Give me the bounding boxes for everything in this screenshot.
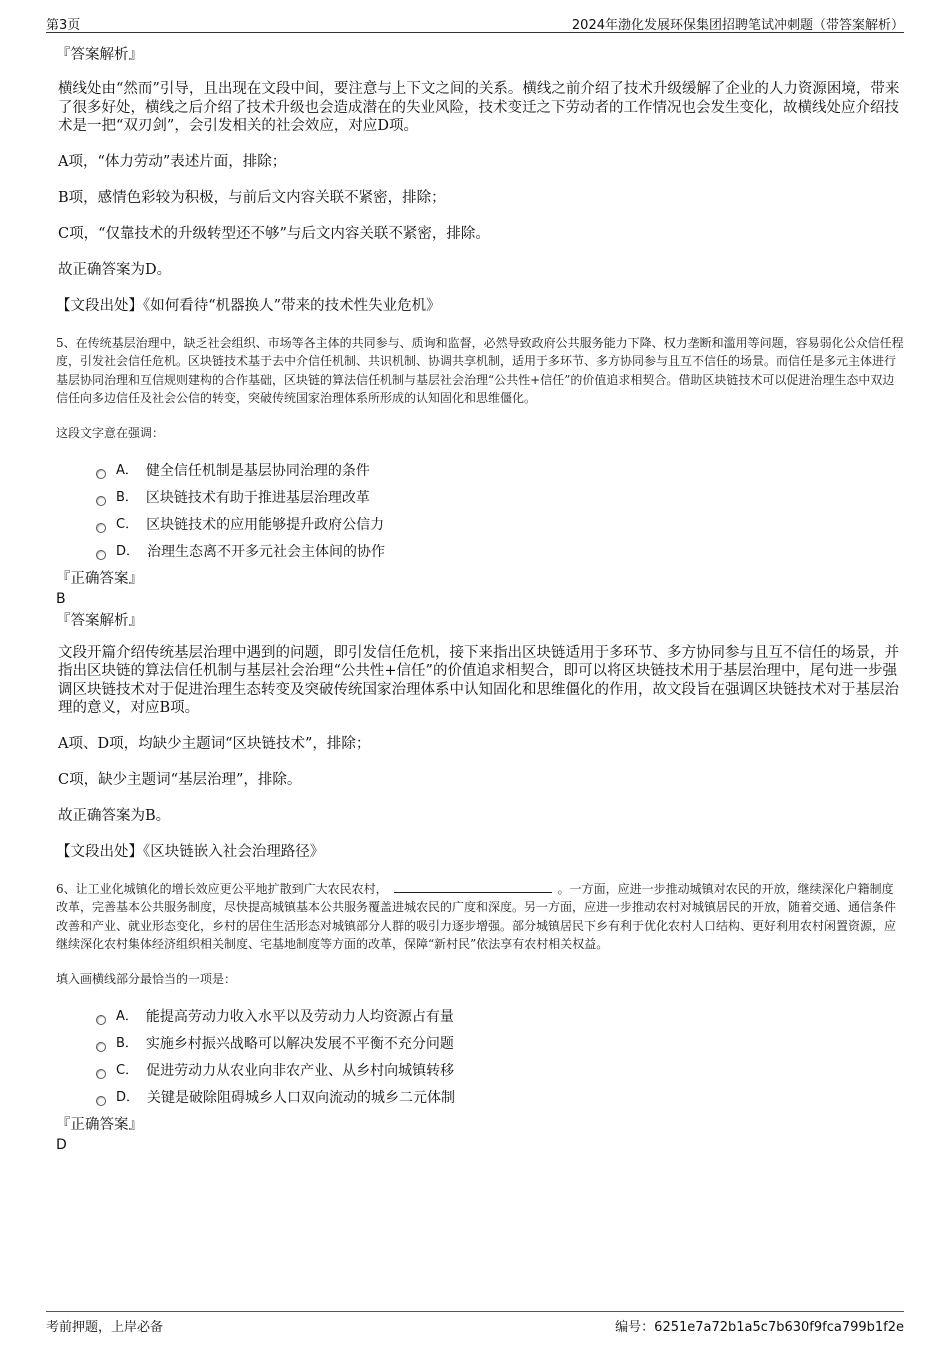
q5-exclusion-c: C项，缺少主题词“基层治理”，排除。 <box>58 771 302 788</box>
q6-options <box>96 1004 904 1112</box>
radio-icon[interactable] <box>96 1069 106 1079</box>
option-letter: A． <box>116 463 138 478</box>
option-text: 区块链技术的应用能够提升政府公信力 <box>146 517 385 533</box>
q4-analysis: 横线处由“然而”引导，且出现在文段中间，要注意与上下文之间的关系。横线之前介绍了技术升级缓解了企业的人力资源困境，带来了很多好处，横线之后介绍了技术升级也会造成潜在的失业风险，技术变迁之下劳动者的工作情况也会发生变化，故横线处应介绍技术是一把“双刃剑”，会引发相关的社会效应，对应D项。 <box>58 81 900 134</box>
option-letter: D． <box>116 544 140 559</box>
q4-conclusion: 故正确答案为D。 <box>58 261 172 278</box>
q5-option-d[interactable] <box>96 539 904 566</box>
document-title: 2024年渤化发展环保集团招聘笔试冲刺题（带答案解析） <box>571 18 904 33</box>
radio-icon[interactable] <box>96 469 106 479</box>
q5-option-c[interactable] <box>96 512 904 539</box>
q5-prompt: 这段文字意在强调： <box>56 425 165 440</box>
option-letter: B． <box>116 1036 138 1051</box>
q5-source: 【文段出处】《区块链嵌入社会治理路径》 <box>56 843 325 860</box>
q5-option-b[interactable] <box>96 485 904 512</box>
option-text: 区块链技术有助于推进基层治理改革 <box>145 490 370 506</box>
q5-analysis: 文段开篇介绍传统基层治理中遇到的问题，即引发信任危机，接下来指出区块链适用于多环节、多方协同参与且互不信任的场景，并指出区块链的算法信任机制与基层社会治理“公共性+信任”的价值追求相契合，即可以将区块链技术用于基层治理中，尾句进一步强调区块链技术对于促进治理生态转变及突破传统国家治理体系中认知固化和思维僵化的作用，故文段旨在强调区块链技术对于基层治理的意义，对应B项。 <box>58 644 899 716</box>
page-footer <box>46 1311 904 1334</box>
q6-stem-before: 6、让工业化城镇化的增长效应更公平地扩散到广大农民农村， <box>56 881 388 896</box>
radio-icon[interactable] <box>96 1096 106 1106</box>
q5-exclusion-ad: A项、D项，均缺少主题词“区块链技术”，排除； <box>58 735 371 752</box>
option-text: 治理生态离不开多元社会主体间的协作 <box>147 544 386 560</box>
q4-exclusion-b: B项，感情色彩较为积极，与前后文内容关联不紧密，排除； <box>58 189 446 206</box>
q5-answer-tag: 『正确答案』 <box>56 570 143 587</box>
q4-exclusion-a: A项，“体力劳动”表述片面，排除； <box>58 153 287 170</box>
radio-icon[interactable] <box>96 1042 106 1052</box>
q5-stem: 5、在传统基层治理中，缺乏社会组织、市场等各主体的共同参与、质询和监督，必然导致政府公共服务能力下降、权力垄断和滥用等问题，容易弱化公众信任程度，引发社会信任危机。区块链技术基于去中介信任机制、共识机制、协调共享机制，适用于多环节、多方协同参与且互不信任的场景。而信任是多元主体进行基层协同治理和互信规则建构的合作基础，区块链的算法信任机制与基层社会治理“公共性+信任”的价值追求相契合。借助区块链技术可以促进治理生态中双边信任向多边信任及社会公信的转变，突破传统国家治理体系所形成的认知固化和思维僵化。 <box>56 335 904 405</box>
option-text: 能提高劳动力收入水平以及劳动力人均资源占有量 <box>145 1009 454 1025</box>
q5-conclusion: 故正确答案为B。 <box>58 807 171 824</box>
radio-icon[interactable] <box>96 1015 106 1025</box>
option-letter: B． <box>116 490 138 505</box>
q6-answer-tag: 『正确答案』 <box>56 1116 143 1133</box>
option-letter: A． <box>116 1009 138 1024</box>
radio-icon[interactable] <box>96 523 106 533</box>
radio-icon[interactable] <box>96 550 106 560</box>
q6-answer: D <box>56 1136 67 1153</box>
q6-option-b[interactable] <box>96 1031 904 1058</box>
footer-slogan: 考前押题，上岸必备 <box>46 1320 164 1335</box>
q5-answer: B <box>56 590 66 607</box>
radio-icon[interactable] <box>96 496 106 506</box>
fill-in-blank <box>394 880 552 893</box>
option-text: 促进劳动力从农业向非农产业、从乡村向城镇转移 <box>146 1063 455 1079</box>
option-letter: C． <box>116 517 139 532</box>
document-code: 编号：6251e7a72b1a5c7b630f9fca799b1f2e <box>615 1320 904 1335</box>
option-text: 健全信任机制是基层协同治理的条件 <box>145 463 370 479</box>
q4-analysis-tag: 『答案解析』 <box>56 47 143 63</box>
q6-stem-after: 。一方面，应进一步推动城镇对农民的开放，继续深化户籍制度改革，完善基本公共服务制度，尽快提高城镇基本公共服务覆盖进城农民的广度和深度。另一方面，应进一步推动农村对城镇居民的开放，随着交通、通信条件改善和产业、就业形态变化，乡村的居住生活形态对城镇部分人群的吸引力逐步增强。部分城镇居民下乡有利于优化农村人口结构、更好利用农村闲置资源，应继续深化农村集体经济组织相关制度、宅基地制度等方面的改革，保障“新村民”依法享有农村相关权益。 <box>56 881 897 951</box>
q6-option-a[interactable] <box>96 1004 904 1031</box>
q6-prompt: 填入画横线部分最恰当的一项是： <box>56 971 237 986</box>
page-content <box>56 44 904 1154</box>
option-letter: C． <box>116 1063 139 1078</box>
q6-option-d[interactable] <box>96 1085 904 1112</box>
option-text: 关键是破除阻碍城乡人口双向流动的城乡二元体制 <box>147 1090 456 1106</box>
q5-analysis-tag: 『答案解析』 <box>56 612 143 629</box>
option-text: 实施乡村振兴战略可以解决发展不平衡不充分问题 <box>145 1036 454 1052</box>
q4-exclusion-c: C项，“仅靠技术的升级转型还不够”与后文内容关联不紧密，排除。 <box>58 225 490 242</box>
q5-option-a[interactable] <box>96 458 904 485</box>
page-number: 第3页 <box>46 18 81 33</box>
q6-stem <box>56 880 904 954</box>
q4-source: 【文段出处】《如何看待“机器换人”带来的技术性失业危机》 <box>56 297 441 314</box>
page-header <box>46 12 904 33</box>
q6-option-c[interactable] <box>96 1058 904 1085</box>
q5-options <box>96 458 904 566</box>
option-letter: D． <box>116 1090 140 1105</box>
